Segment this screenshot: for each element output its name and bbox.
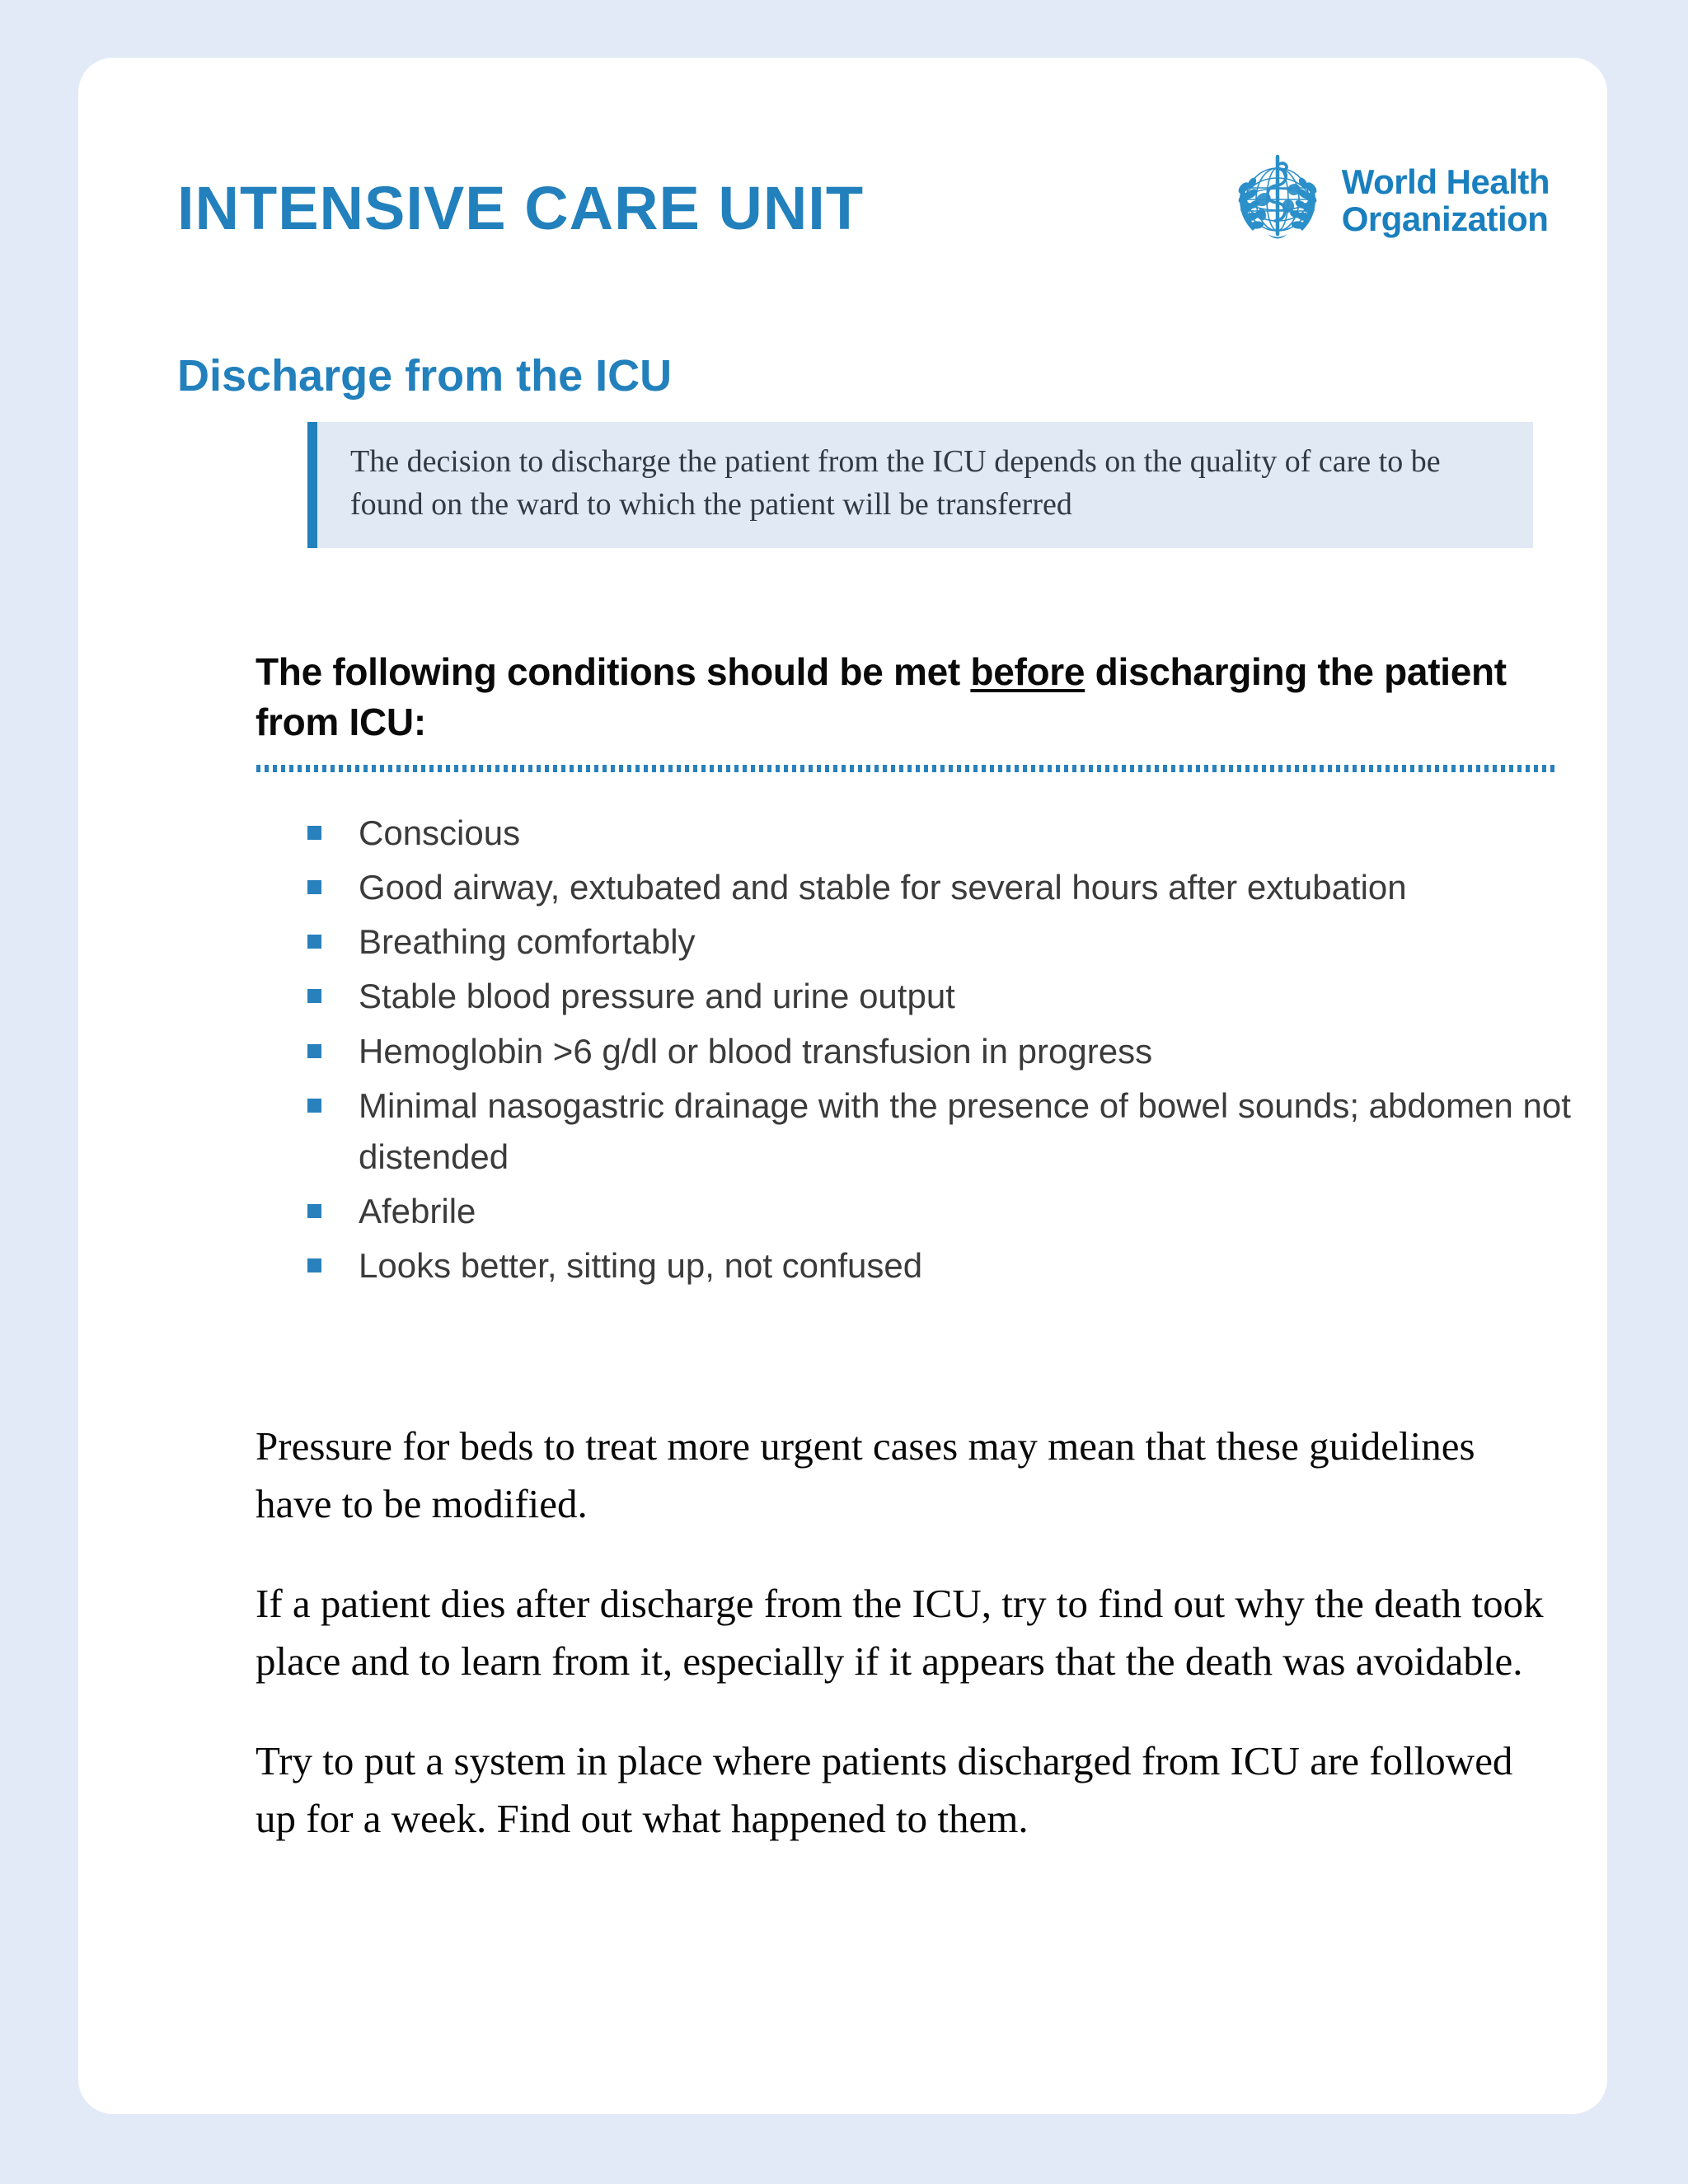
who-emblem-icon (1225, 148, 1330, 254)
bullet-square-icon (307, 1099, 321, 1113)
list-item (307, 971, 1593, 1022)
list-item-label: Minimal nasogastric drainage with the presence of bowel sounds; abdomen not distended (359, 1085, 1571, 1176)
who-wordmark-line2: Organization (1341, 199, 1549, 238)
list-item-label: Conscious (359, 813, 521, 852)
header (177, 148, 1558, 288)
list-item (307, 1240, 1593, 1291)
conditions-list (307, 808, 1593, 1295)
bullet-square-icon (307, 935, 321, 949)
list-item-label: Afebrile (359, 1192, 476, 1231)
list-item (307, 1080, 1593, 1183)
section-subtitle: Discharge from the ICU (177, 351, 673, 401)
notes-block (256, 1418, 1558, 1847)
section-divider (256, 765, 1559, 772)
conditions-heading-part2: discharging the patient from ICU: (256, 650, 1507, 744)
bullet-square-icon (307, 989, 321, 1003)
callout-text: The decision to discharge the patient from the ICU depends on the quality of care to be found on the ward to which the patient will be transferred (350, 444, 1441, 523)
note-paragraph: Try to put a system in place where patients discharged from ICU are followed up for a week. Find out what happened to them. (256, 1738, 1513, 1841)
note-paragraph: If a patient dies after discharge from the ICU, try to find out why the death took place and to learn from it, especially if it appears that the death was avoidable. (256, 1581, 1544, 1684)
bullet-square-icon (307, 880, 321, 894)
list-item (307, 1026, 1593, 1077)
list-item (307, 808, 1593, 859)
list-item-label: Breathing comfortably (359, 922, 696, 962)
bullet-square-icon (307, 1204, 321, 1218)
list-item (307, 916, 1593, 968)
list-item-label: Stable blood pressure and urine output (359, 977, 955, 1016)
note-paragraph: Pressure for beds to treat more urgent cases may mean that these guidelines have to be modified. (256, 1423, 1475, 1526)
list-item-label: Good airway, extubated and stable for several hours after extubation (359, 868, 1407, 907)
list-item (307, 862, 1593, 913)
who-logo (1225, 148, 1550, 254)
list-item-label: Hemoglobin >6 g/dl or blood transfusion in progress (359, 1031, 1153, 1071)
slide-card (78, 58, 1607, 2114)
who-wordmark (1342, 164, 1550, 238)
bullet-square-icon (307, 1258, 321, 1272)
page-title: INTENSIVE CARE UNIT (177, 174, 865, 242)
list-item (307, 1186, 1593, 1237)
conditions-heading-part1: The following conditions should be met (256, 650, 971, 693)
conditions-heading-emphasis: before (970, 650, 1085, 693)
callout-box (307, 422, 1533, 548)
bullet-square-icon (307, 826, 321, 840)
who-wordmark-line1: World Health (1341, 162, 1550, 202)
bullet-square-icon (307, 1044, 321, 1058)
list-item-label: Looks better, sitting up, not confused (359, 1246, 923, 1286)
conditions-heading (256, 647, 1558, 748)
